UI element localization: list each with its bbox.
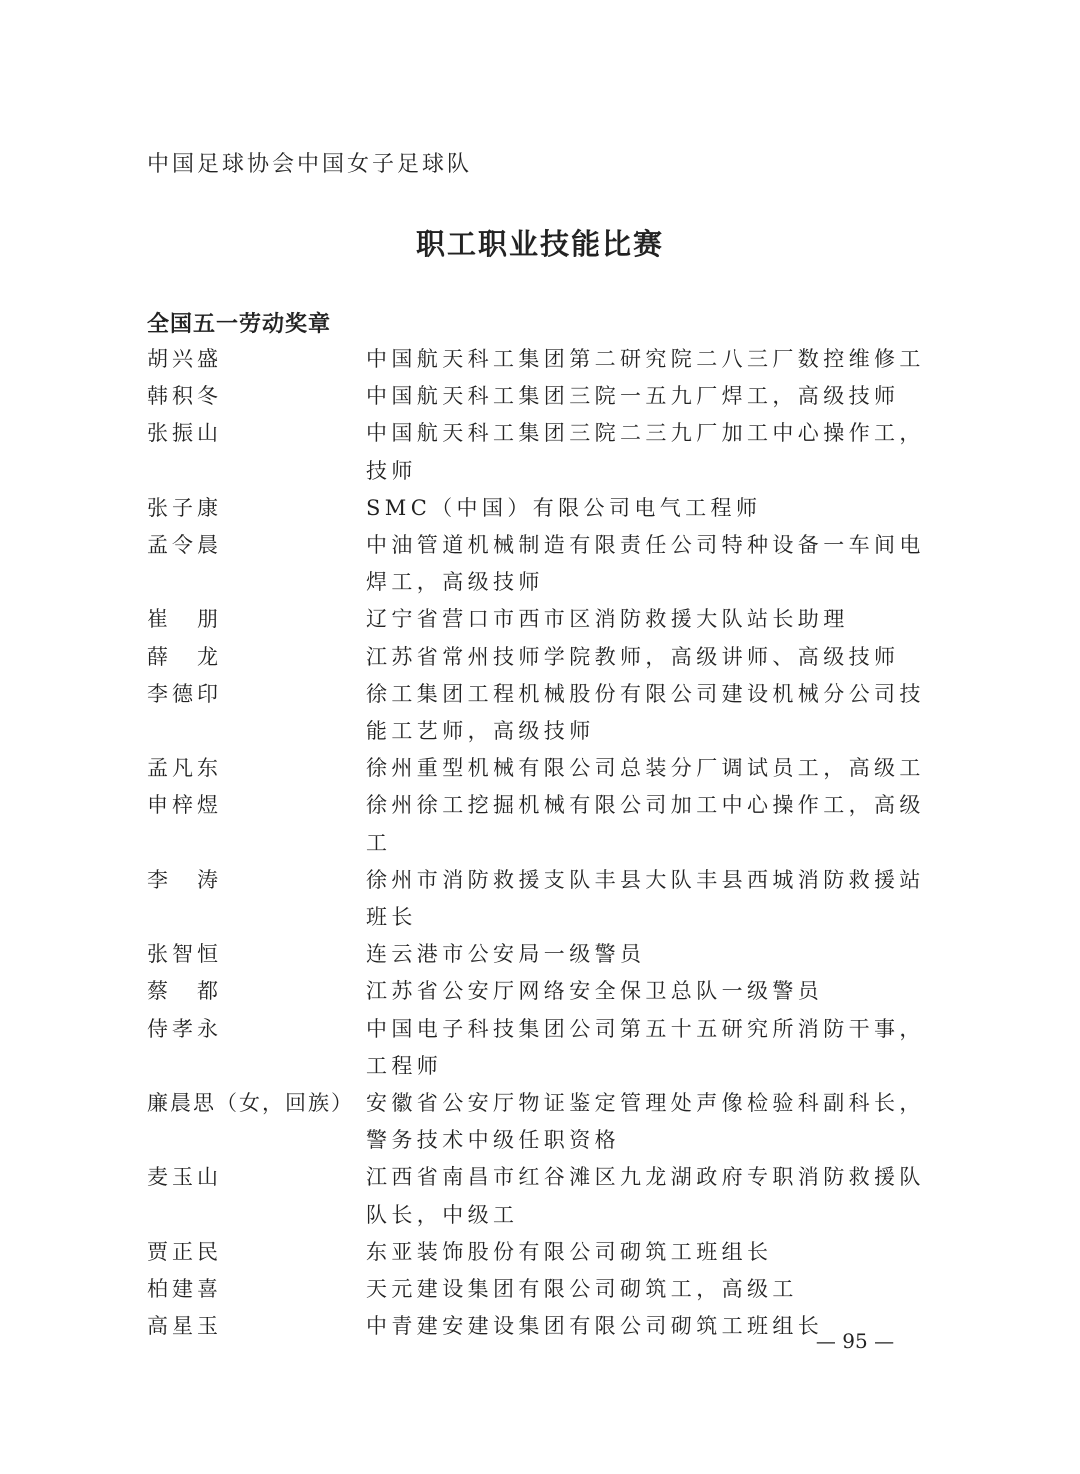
recipient-name: 李 涛 [147,867,222,892]
recipient-description: 中油管道机械制造有限责任公司特种设备一车间电焊工，高级技师 [366,533,925,595]
recipient-name: 张振山 [147,421,222,446]
list-item [147,378,947,415]
recipient-description: 安徽省公安厅物证鉴定管理处声像检验科副科长，警务技术中级任职资格 [366,1091,925,1153]
recipient-description: 江苏省常州技师学院教师，高级讲师、高级技师 [366,644,900,669]
recipient-description: SMC（中国）有限公司电气工程师 [366,495,762,520]
list-item [147,676,947,750]
list-item [147,862,947,936]
recipient-name: 廉晨思（女，回族） [147,1091,354,1116]
recipient-name: 张智恒 [147,942,222,967]
list-item [147,936,947,973]
recipient-description: 中国航天科工集团第二研究院二八三厂数控维修工 [366,347,925,371]
page-number: — 95 — [815,1329,895,1353]
recipient-name: 高星玉 [147,1314,222,1339]
list-item [147,787,947,861]
recipient-description: 徐州徐工挖掘机械有限公司加工中心操作工，高级工 [366,793,925,855]
subsection-title: 全国五一劳动奖章 [147,312,332,337]
list-item [147,1159,947,1233]
list-item [147,341,947,378]
previous-entry-text: 中国足球协会中国女子足球队 [147,152,473,177]
recipient-name: 蔡 都 [147,979,222,1004]
recipient-name: 孟凡东 [147,756,222,781]
recipient-description: 中国航天科工集团三院一五九厂焊工，高级技师 [366,384,900,409]
list-item [147,1271,947,1308]
list-item [147,1085,947,1159]
list-item [147,750,947,787]
recipient-name: 张子康 [147,495,222,520]
recipient-description: 辽宁省营口市西市区消防救援大队站长助理 [366,607,849,632]
recipient-description: 江西省南昌市红谷滩区九龙湖政府专职消防救援队队长，中级工 [366,1165,925,1227]
recipient-description: 东亚装饰股份有限公司砌筑工班组长 [366,1239,773,1264]
recipient-name: 崔 朋 [147,607,222,632]
recipient-name: 麦玉山 [147,1165,222,1190]
recipient-description: 中国航天科工集团三院二三九厂加工中心操作工，技师 [366,421,925,483]
list-item [147,415,947,489]
recipient-name: 侍孝永 [147,1016,222,1041]
recipient-description: 中国电子科技集团公司第五十五研究所消防干事，工程师 [366,1016,925,1078]
recipient-name: 贾正民 [147,1239,222,1264]
recipient-description: 徐州重型机械有限公司总装分厂调试员工，高级工 [366,756,925,781]
recipient-description: 江苏省公安厅网络安全保卫总队一级警员 [366,979,824,1004]
recipient-name: 李德印 [147,681,222,706]
recipient-description: 中青建安建设集团有限公司砌筑工班组长 [366,1314,824,1339]
recipient-description: 连云港市公安局一级警员 [366,942,646,967]
award-list [147,341,947,1345]
recipient-name: 薛 龙 [147,644,222,669]
list-item [147,1234,947,1271]
recipient-name: 韩积冬 [147,384,222,409]
recipient-name: 孟令晨 [147,533,222,558]
list-item [147,1011,947,1085]
list-item [147,490,947,527]
list-item [147,527,947,601]
recipient-name: 申梓煜 [147,793,222,818]
list-item [147,639,947,676]
recipient-description: 徐州市消防救援支队丰县大队丰县西城消防救援站班长 [366,867,925,930]
recipient-description: 徐工集团工程机械股份有限公司建设机械分公司技能工艺师，高级技师 [366,681,925,744]
list-item [147,973,947,1010]
list-item [147,601,947,638]
recipient-description: 天元建设集团有限公司砌筑工，高级工 [366,1277,798,1302]
recipient-name: 柏建喜 [147,1277,222,1302]
recipient-name: 胡兴盛 [147,347,222,371]
section-title: 职工职业技能比赛 [415,227,664,261]
